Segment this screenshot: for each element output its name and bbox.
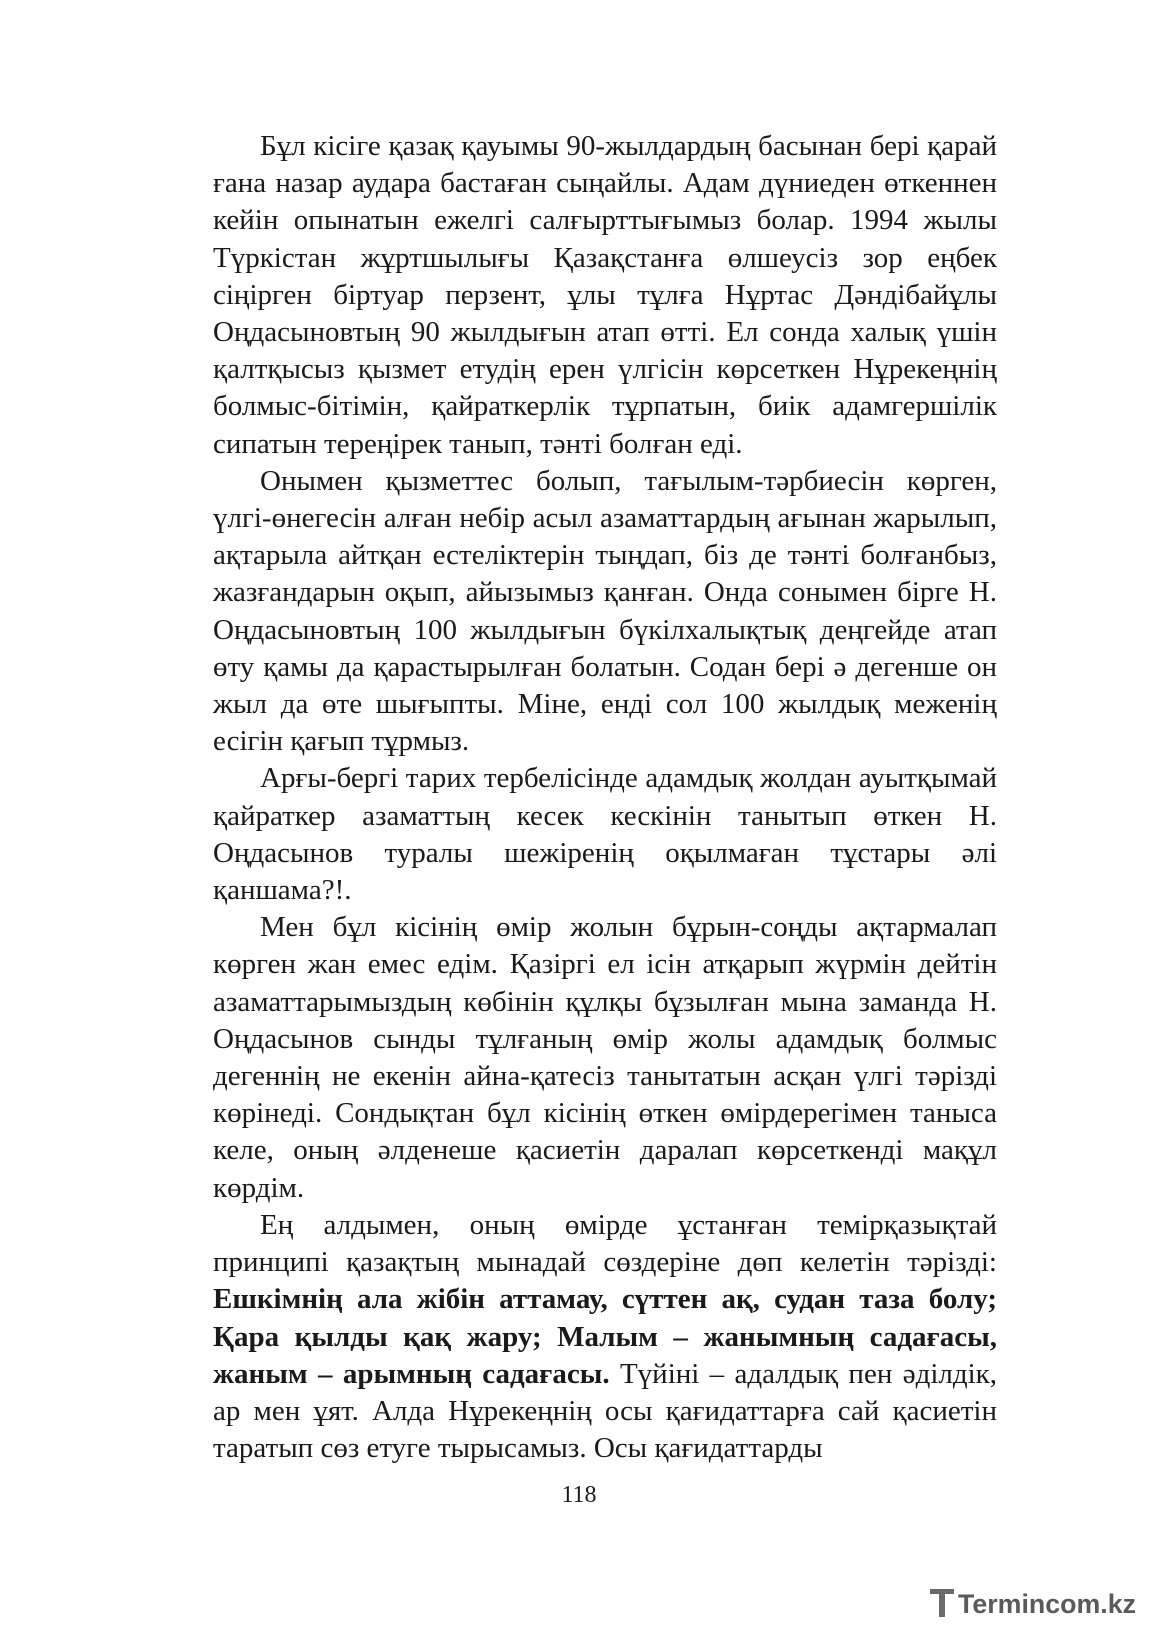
paragraph-5-outro: Түйіні – адалдық пен әділдік, ар мен ұят. Алда Нұрекеңнің осы қағидаттарға сай қасиетін таратып сөз етуге тырысамыз. Осы қағидаттарды <box>213 1357 998 1465</box>
paragraph-1: Бұл кісіге қазақ қауымы 90-жылдардың басынан бері қарай ғана назар аудара бастаған сыңайлы. Адам дүниеден өткеннен кейін опынатын ежелгі салғырттығымыз болар. 1994 жылы Түркістан жұртшылығы Қазақстанға өлшеусіз зор еңбек сіңірген біртуар перзент, ұлы тұлға Нұртас Дәндібайұлы Оңдасыновтың 90 жылдығын атап өтті. Ел сонда халық үшін қалтқысыз қызмет етудің ерен үлгісін көрсеткен Нұрекеңнің болмыс-бітімін, қайраткерлік тұрпатын, биік адамгершілік сипатын тереңірек танып, тәнті болған еді. <box>213 130 997 460</box>
page-body <box>213 128 997 1467</box>
watermark-logo <box>928 1583 1140 1623</box>
watermark-t-icon <box>930 1589 954 1617</box>
page-number: 118 <box>561 1482 597 1508</box>
paragraph-3: Арғы-бергі тарих тербелісінде адамдық жолдан ауытқымай қайраткер азаматтың кесек кескінін танытып өткен Н. Оңдасынов туралы шежіренің оқылмаған тұстары әлі қаншама?!. <box>213 762 997 907</box>
paragraph-5 <box>213 1207 997 1467</box>
paragraph-5-bold-proverbs: Ешкімнің ала жібін аттамау, сүттен ақ, судан таза болу; Қара қылды қақ жару; Малым – жанымның садағасы, жаным – арымның садағасы. <box>213 1283 997 1390</box>
watermark-text: Termincom.kz <box>958 1589 1136 1619</box>
paragraph-4: Мен бұл кісінің өмір жолын бұрын-соңды ақтармалап көрген жан емес едім. Қазіргі ел ісін атқарып жүрмін дейтін азаматтарымыздың көбінін құлқы бұзылған мына заманда Н. Оңдасынов сынды тұлғаның өмір жолы адамдық болмыс дегеннің не екенін айна-қатесіз танытатын асқан үлгі тәрізді көрінеді. Сондықтан бұл кісінің өткен өмірдерегімен таныса келе, оның әлденеше қасиетін даралап көрсеткенді мақұл көрдім. <box>213 911 997 1204</box>
paragraph-5-intro: Ең алдымен, оның өмірде ұстанған темірқазықтай принципі қазақтың мынадай сөздеріне дөп келетін тәрізді: <box>213 1208 997 1279</box>
paragraph-2: Онымен қызметтес болып, тағылым-тәрбиесін көрген, үлгі-өнегесін алған небір асыл азаматтардың ағынан жарылып, ақтарыла айтқан естеліктерін тыңдап, біз де тәнті болғанбыз, жазғандарын оқып, айызымыз қанған. Онда сонымен бірге Н. Оңдасыновтың 100 жылдығын бүкілхалықтық деңгейде атап өту қамы да қарастырылған болатын. Содан бері ә дегенше он жыл да өте шығыпты. Міне, енді сол 100 жылдық меженің есігін қағып тұрмыз. <box>213 464 997 758</box>
